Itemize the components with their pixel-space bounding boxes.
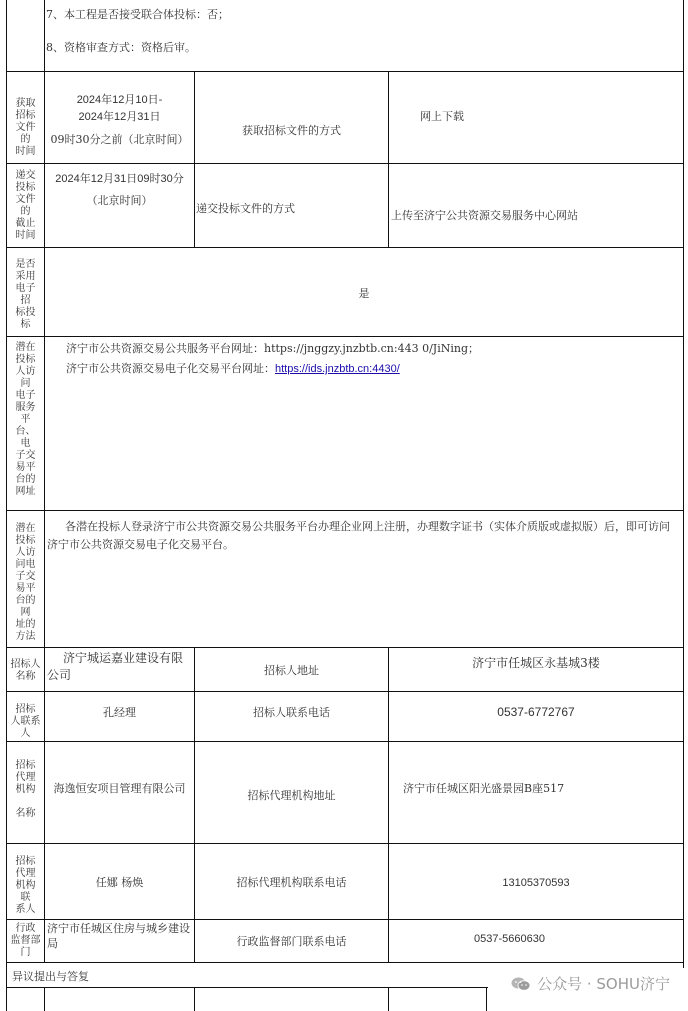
row-line-10	[6, 919, 684, 920]
obtain-time-line2: 2024年12月31日	[78, 111, 161, 123]
submit-method-value: 上传至济宁公共资源交易服务中心网站	[391, 209, 578, 222]
row-line-7	[6, 691, 684, 692]
row-line-3	[6, 247, 684, 248]
electronic-bidding-value: 是	[358, 287, 370, 300]
row-line-5	[6, 510, 684, 511]
trading-platform-link[interactable]: https://ids.jnzbtb.cn:4430/	[275, 363, 400, 375]
row-line-4	[6, 336, 684, 337]
tenderer-address-label: 招标人地址	[264, 664, 319, 677]
row-line-11	[6, 962, 684, 963]
row-line-2	[6, 163, 684, 164]
supervisor-label: 行政 监督部 门	[10, 923, 41, 958]
row-line-8	[6, 741, 684, 742]
col-divider-1b	[44, 987, 45, 1011]
agency-address: 济宁市任城区阳光盛景园B座517	[403, 782, 565, 795]
tenderer-phone: 0537-6772767	[497, 705, 575, 719]
col-divider-3a	[388, 71, 389, 247]
submit-method-label: 递交投标文件的方式	[196, 202, 295, 215]
tenderer-name: 济宁城运嘉业建设有限公司	[47, 651, 184, 682]
submit-time-line2: （北京时间）	[86, 194, 153, 207]
obtain-method-value: 网上下载	[420, 110, 464, 123]
col-divider-3b	[388, 647, 389, 962]
agency-name: 海逸恒安项目管理有限公司	[53, 782, 186, 795]
electronic-bidding-label: 是否 采用 电子 招 标投 标	[15, 259, 36, 330]
agency-phone: 13105370593	[502, 877, 570, 889]
col-divider-3c	[388, 987, 389, 1011]
access-method-label: 潜在 投标 人访 问电 子交 易平 台的 网 址的 方法	[15, 523, 36, 642]
row-line-6	[6, 647, 684, 648]
access-method-text: 各潜在投标人登录济宁市公共资源交易公共服务平台办理企业网上注册，办理数字证书（实体介质版或虚拟版）后，即可访问济宁市公共资源交易电子化交易平台。	[47, 520, 670, 551]
col-divider-2c	[194, 987, 195, 1011]
col-divider-2a	[194, 71, 195, 247]
wechat-icon	[511, 976, 531, 992]
tenderer-name-label: 招标人 名称	[10, 659, 41, 682]
obtain-time-line1: 2024年12月10日-	[76, 94, 163, 106]
platform-url-line2	[66, 362, 400, 376]
agency-name-label: 招标 代理 机构 名称	[15, 760, 36, 819]
row-line-12	[6, 987, 488, 988]
tenderer-contact-name: 孔经理	[103, 706, 136, 719]
obtain-time-line3: 09时30分之前（北京时间）	[50, 133, 189, 146]
row-line-9	[6, 843, 684, 844]
agency-contact-label: 招标 代理 机构 联 系人	[15, 856, 36, 915]
platform-url-line1: 济宁市公共资源交易公共服务平台网址：https://jnggzy.jnzbtb.cn:443 0/JiNing；	[66, 342, 479, 355]
tenderer-address: 济宁市任城区永基城3楼	[472, 656, 600, 670]
platform-url-label: 潜在 投标 人访 问 电子 服务 平 台、 电 子交 易平 台的 网址	[15, 342, 36, 497]
submit-time-line1: 2024年12月31日09时30分	[55, 173, 184, 185]
supervisor-name: 济宁市任城区住房与城乡建设局	[47, 922, 190, 950]
watermark	[511, 973, 670, 994]
col-divider-4c	[486, 987, 487, 1011]
row-line-1	[6, 71, 684, 72]
col-divider-2b	[194, 647, 195, 962]
agency-address-label: 招标代理机构地址	[247, 789, 336, 802]
item-8: 8、资格审查方式：资格后审。	[46, 41, 196, 54]
supervisor-phone: 0537-5660630	[474, 933, 545, 945]
objection-label: 异议提出与答复	[12, 970, 89, 983]
agency-phone-label: 招标代理机构联系电话	[236, 876, 347, 889]
agency-contact-name: 任娜 杨焕	[95, 876, 144, 889]
watermark-text: 公众号 · SOHU济宁	[537, 975, 670, 993]
obtain-method-label: 获取招标文件的方式	[242, 124, 341, 137]
tenderer-phone-label: 招标人联系电话	[253, 706, 330, 719]
item-7: 7、本工程是否接受联合体投标：否；	[46, 8, 229, 21]
platform-url-line2-prefix: 济宁市公共资源交易电子化交易平台网址：	[66, 362, 275, 375]
supervisor-phone-label: 行政监督部门联系电话	[236, 935, 347, 948]
obtain-time-label: 获取 招标 文件 的 时间	[15, 98, 36, 157]
submit-deadline-label: 递交 投标 文件 的 截止 时间	[15, 170, 36, 241]
border-right	[683, 0, 684, 968]
tenderer-contact-label: 招标 人联系 人	[10, 704, 41, 739]
